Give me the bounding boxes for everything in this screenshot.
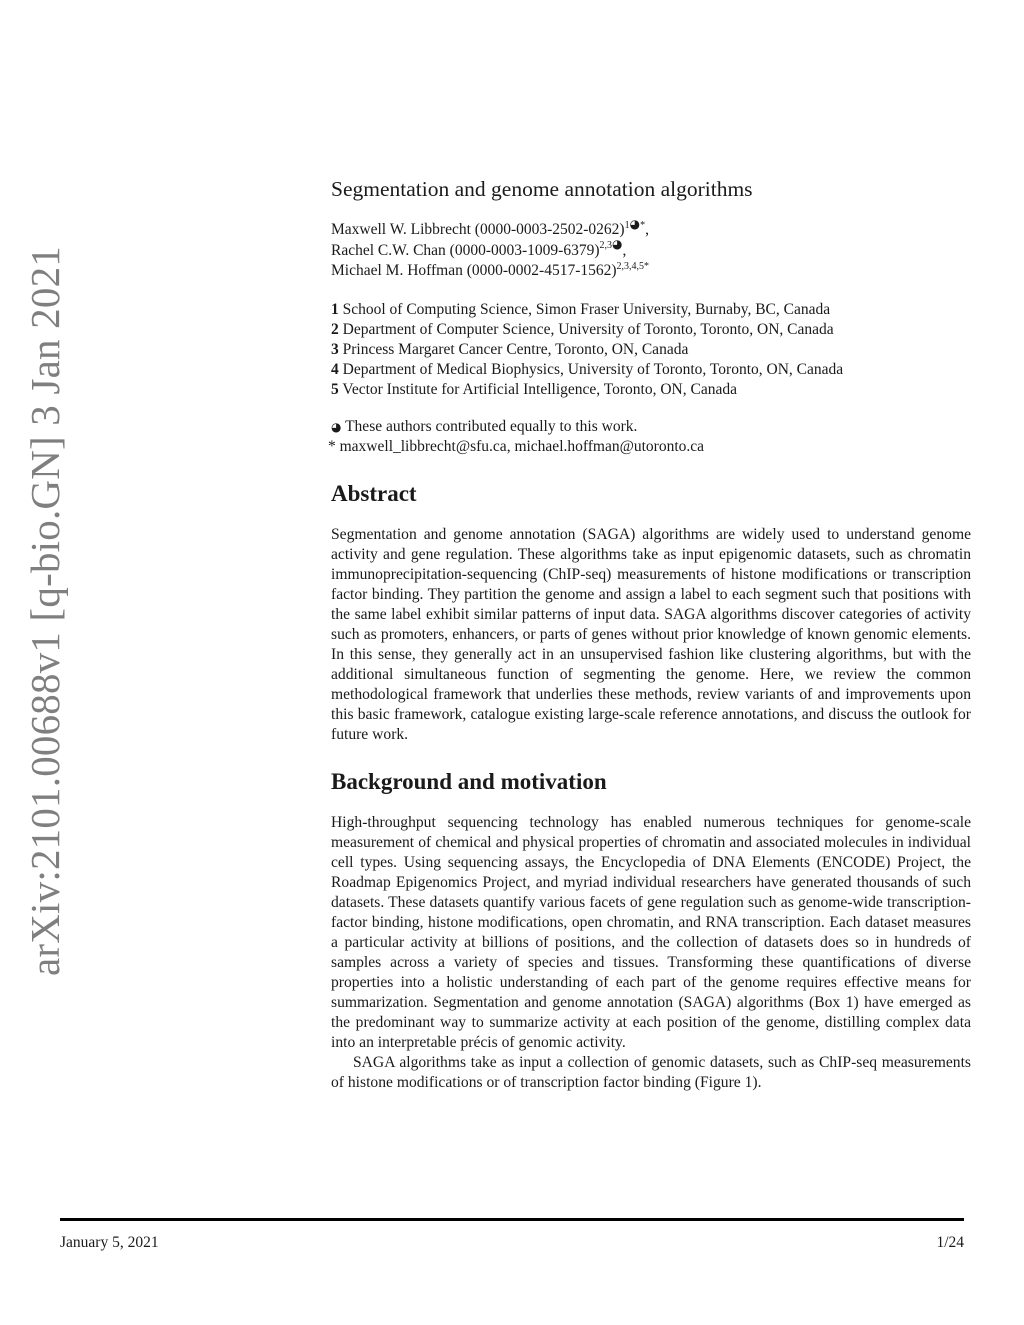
affiliation-2: 2 Department of Computer Science, University of Toronto, Toronto, ON, Canada [331,320,834,338]
affiliation-1: 1 School of Computing Science, Simon Fraser University, Burnaby, BC, Canada [331,300,831,318]
author-list [331,216,971,282]
author-notes [328,417,971,457]
page-number: 1/24 [936,1234,964,1251]
arxiv-identifier: arXiv:2101.00688v1 [q-bio.GN] 3 Jan 2021 [22,246,68,976]
equal-contribution-note: ◕ These authors contributed equally to this work. [331,417,638,435]
author-2: Rachel C.W. Chan $(0000-0003-1009-6379)^{2,3◕}$, [331,237,627,259]
affiliation-4: 4 Department of Medical Biophysics, University of Toronto, Toronto, ON, Canada [331,361,844,379]
affiliation-3: 3 Princess Margaret Cancer Centre, Toronto, ON, Canada [331,340,689,358]
footer-date: January 5, 2021 [60,1234,159,1251]
footer-rule [60,1218,964,1221]
affiliation-list [331,300,971,401]
background-section [331,767,971,1093]
background-paragraph-2: SAGA algorithms take as input a collection of genomic datasets, such as ChIP-seq measurements of histone modifications or of transcription factor binding (Figure 1). [331,1053,971,1091]
abstract-text: Segmentation and genome annotation (SAGA) algorithms are widely used to understand genome activity and gene regulation. These algorithms take as input epigenomic datasets, such as chromatin immunoprecipitation-sequencing (ChIP-seq) measurements of histone modifications or transcription factor binding. They partition the genome and assign a label to each segment such that positions with the same label exhibit similar patterns of input data. SAGA algorithms discover categories of activity such as promoters, enhancers, or parts of genes without prior knowledge of known genomic elements. In this sense, they generally act in an unsupervised fashion like clustering algorithms, but with the additional simultaneous function of segmenting the genome. Here, we review the common methodological framework that underlies these methods, review variants of and improvements upon this basic framework, catalogue existing large-scale reference annotations, and discuss the outlook for future work. [331,525,971,743]
corresponding-email-note: * maxwell_libbrecht@sfu.ca, michael.hoffman@utoronto.ca [328,437,705,455]
background-paragraph-1: High-throughput sequencing technology has enabled numerous techniques for genome-scale measurement of chemical and physical properties of chromatin and associated molecules in individual cell types. Using sequencing assays, the Encyclopedia of DNA Elements (ENCODE) Project, the Roadmap Epigenomics Project, and myriad individual researchers have generated thousands of such datasets. These datasets quantify various facets of gene regulation such as genome-wide transcription-factor binding, histone modifications, open chromatin, and RNA transcription. Each dataset measures a particular activity at billions of positions, and the collection of datasets does so in hundreds of samples across a variety of species and tissues. Transforming these quantifications of diverse properties into a holistic understanding of each part of the genome requires effective means for summarization. Segmentation and genome annotation (SAGA) algorithms (Box 1) have emerged as the predominant way to summarize activity at each position of the genome, distilling complex data into an interpretable précis of genomic activity. [331,813,971,1051]
abstract-section [331,479,971,745]
abstract-heading: Abstract [331,480,417,506]
author-1: Maxwell W. Libbrecht $(0000-0003-2502-0262)^{1◕*}$, [331,216,649,238]
affiliation-5: 5 Vector Institute for Artificial Intelligence, Toronto, ON, Canada [331,381,737,399]
author-3: Michael M. Hoffman $(0000-0002-4517-1562)^{2,3,4,5*}$ [331,260,650,279]
equal-contribution-icon: ◕ [611,237,623,252]
equal-contribution-icon: ◕ [629,216,641,231]
background-heading: Background and motivation [331,768,607,794]
paper-content [328,172,971,1093]
paper-title: Segmentation and genome annotation algorithms [331,177,753,201]
equal-contribution-icon: ◕ [331,419,342,434]
